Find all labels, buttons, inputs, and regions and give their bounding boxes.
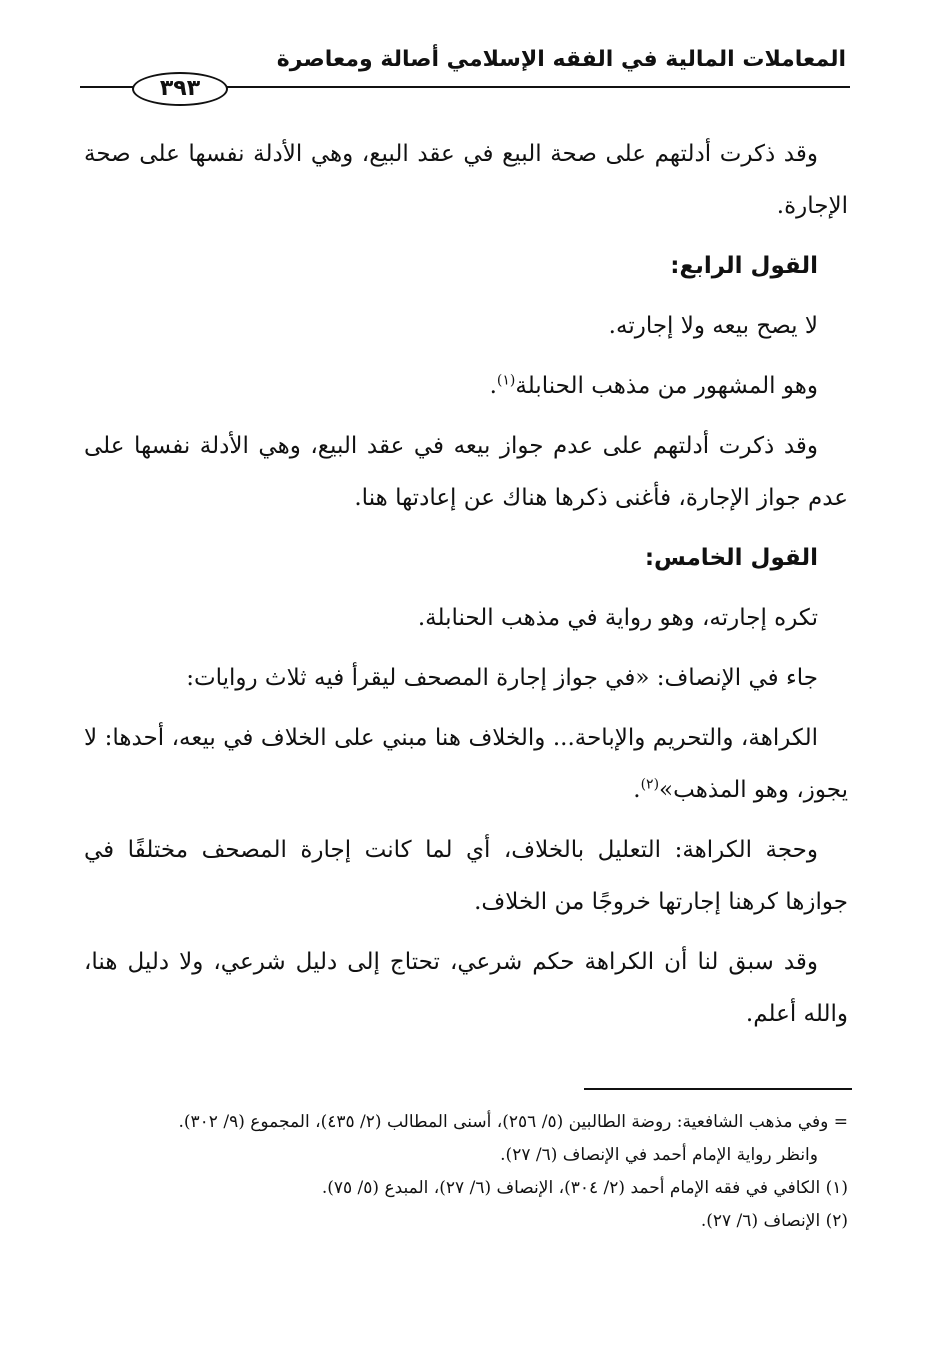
paragraph-text: الكراهة، والتحريم والإباحة... والخلاف هنا مبني على الخلاف في بيعه، أحدها: لا يجوز، وهو المذهب»	[84, 725, 848, 803]
footnote-continuation: = وفي مذهب الشافعية: روضة الطالبين (٥/ ٢٥٦)، أسنى المطالب (٢/ ٤٣٥)، المجموع (٩/ ٣٠٢).	[178, 1112, 848, 1132]
footnote-ref: (١)	[496, 372, 516, 389]
paragraph-end: .	[633, 777, 641, 803]
paragraph: وحجة الكراهة: التعليل بالخلاف، أي لما كانت إجارة المصحف مختلفًا في جوازها كرهنا إجارتها خروجًا من الخلاف.	[84, 837, 848, 915]
paragraph: وقد ذكرت أدلتهم على صحة البيع في عقد البيع، وهي الأدلة نفسها على صحة الإجارة.	[84, 141, 848, 219]
footnote-separator	[584, 1088, 852, 1090]
paragraph: لا يصح بيعه ولا إجارته.	[608, 313, 818, 339]
paragraph-end: .	[489, 373, 497, 399]
paragraph: وقد ذكرت أدلتهم على عدم جواز بيعه في عقد البيع، وهي الأدلة نفسها على عدم جواز الإجارة، فأغنى ذكرها هناك عن إعادتها هنا.	[84, 433, 848, 511]
running-head-title: المعاملات المالية في الفقه الإسلامي أصالة ومعاصرة	[276, 47, 846, 72]
body-text	[84, 128, 848, 1048]
page-number: ٣٩٣	[132, 72, 228, 106]
paragraph: تكره إجارته، وهو رواية في مذهب الحنابلة.	[417, 605, 818, 631]
footnotes	[84, 1108, 848, 1240]
section-heading: القول الرابع:	[670, 253, 818, 279]
footnote-2: (٢) الإنصاف (٦/ ٢٧).	[700, 1211, 848, 1231]
paragraph	[84, 360, 848, 412]
paragraph	[84, 712, 848, 816]
section-heading: القول الخامس:	[644, 545, 818, 571]
footnote-ref: (٢)	[640, 776, 660, 793]
paragraph: وقد سبق لنا أن الكراهة حكم شرعي، تحتاج إلى دليل شرعي، ولا دليل هنا، والله أعلم.	[84, 949, 848, 1027]
paragraph-text: وهو المشهور من مذهب الحنابلة	[515, 373, 818, 399]
footnote-continuation: وانظر رواية الإمام أحمد في الإنصاف (٦/ ٢٧).	[500, 1145, 818, 1165]
footnote-1: (١) الكافي في فقه الإمام أحمد (٢/ ٣٠٤)، الإنصاف (٦/ ٢٧)، المبدع (٥/ ٧٥).	[321, 1178, 848, 1198]
paragraph: جاء في الإنصاف: «في جواز إجارة المصحف ليقرأ فيه ثلاث روايات:	[186, 665, 818, 691]
